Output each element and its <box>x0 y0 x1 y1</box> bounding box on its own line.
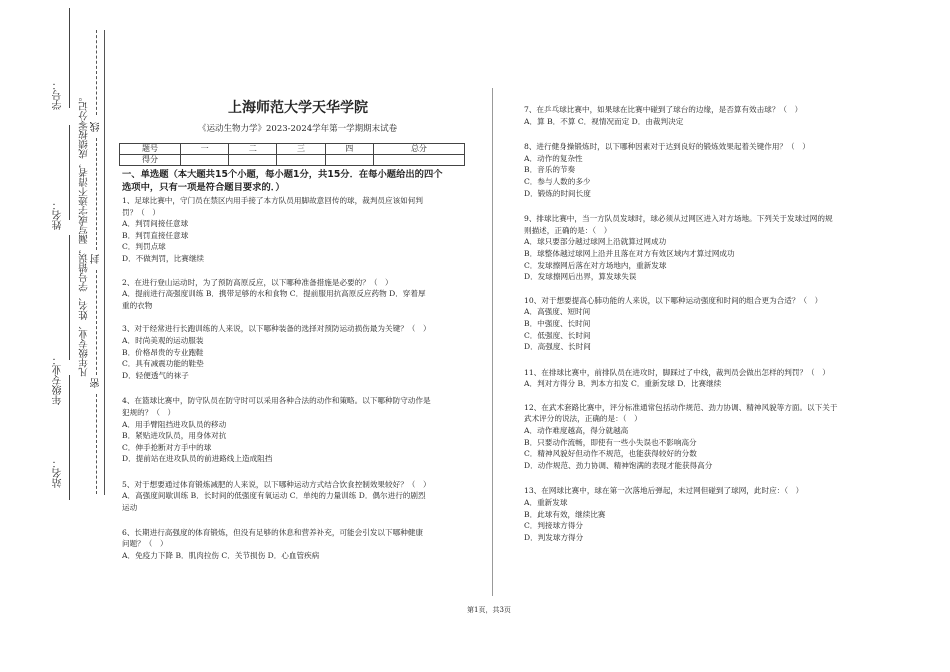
answer-option[interactable]: A．高强度、短时间 <box>524 307 591 317</box>
school-title: 上海师范大学天华学院 <box>228 100 368 116</box>
seal-char-xian: 线 <box>91 122 102 132</box>
answer-option[interactable]: A．球只要部分越过球网上沿就算过网成功 <box>524 237 667 247</box>
answer-option[interactable]: A．动作的复杂性 <box>524 153 583 163</box>
question-block <box>122 479 484 514</box>
answer-option[interactable]: 运动 <box>122 503 138 513</box>
question-text: 罚？（ ） <box>122 207 160 217</box>
score-cell[interactable] <box>229 155 277 166</box>
answer-option[interactable]: A．免疫力下降 B．肌肉拉伤 C．关节损伤 D．心血管疾病 <box>122 550 320 560</box>
seal-line-bottom <box>96 394 97 494</box>
question-block <box>524 295 884 353</box>
answer-option[interactable]: D．动作规范、劲力协调、精神饱满的表现才能获得高分 <box>524 460 713 470</box>
seal-line-top <box>96 30 97 115</box>
question-text: 6、长期进行高强度的体育锻炼，但没有足够的休息和营养补充，可能会引发以下哪种健康 <box>122 527 423 537</box>
question-block <box>524 141 884 199</box>
section-heading-line: 一、单选题（本大题共15个小题，每小题1分，共15分．在每小题给出的四个 <box>122 169 443 180</box>
answer-option[interactable]: 重的衣物 <box>122 300 153 310</box>
answer-option[interactable]: B．音乐的节奏 <box>524 165 576 175</box>
student-id-underline <box>69 8 70 108</box>
seal-notice: 凡年级专业、姓名、学号错误，漏写或字迹不清者，成绩按零分记。 <box>79 92 90 377</box>
seal-char-mi: 密 <box>91 378 102 388</box>
binding-solid-line <box>104 30 105 495</box>
answer-option[interactable]: D．发球擦网后出界，算发球失误 <box>524 272 637 282</box>
question-text: 3、对于经常进行长跑训练的人来说，以下哪种装备的选择对预防运动损伤最为关键？（ ） <box>122 324 431 334</box>
question-block <box>122 323 484 381</box>
answer-option[interactable]: D．不做判罚，比赛继续 <box>122 253 205 263</box>
score-cell[interactable] <box>277 155 325 166</box>
question-block <box>122 195 484 265</box>
question-block <box>524 402 884 472</box>
seal-line-mid-lower <box>96 270 97 375</box>
answer-option[interactable]: C．参与人数的多少 <box>524 176 591 186</box>
answer-option[interactable]: D．提前站在进攻队员的前进路线上造成阻挡 <box>122 454 273 464</box>
score-cell: 总分 <box>373 144 464 155</box>
question-text: 1、足球比赛中，守门员在禁区内用手接了本方队员用脚故意回传的球，裁判员应该如何判 <box>122 196 423 205</box>
answer-option[interactable]: D．轻便透气的袜子 <box>122 370 189 380</box>
question-text: 5、对于想要通过体育锻炼减肥的人来说，以下哪种运动方式结合饮食控制效果较好？（ ） <box>122 479 431 489</box>
school-label: 站名： <box>53 458 64 488</box>
answer-option[interactable]: A．高强度间歇训练 B．长时间的低强度有氧运动 C．单纯的力量训练 D．偶尔进行的剧烈 <box>122 491 426 501</box>
column-divider <box>492 88 493 596</box>
seal-line-mid-upper <box>96 138 97 250</box>
answer-option[interactable]: C．伸手抢断对方手中的球 <box>122 442 212 452</box>
question-block <box>122 395 484 465</box>
score-table <box>119 143 465 166</box>
score-cell[interactable] <box>325 155 373 166</box>
name-underline <box>69 125 70 220</box>
question-text: 武术评分的说法，正确的是：（ ） <box>524 414 642 424</box>
question-text: 9、排球比赛中，当一方队员发球时，球必须从过网区进入对方场地。下列关于发球过网的规 <box>524 214 833 224</box>
page-footer: 第1页，共3页 <box>467 606 511 614</box>
question-text: 犯规的？（ ） <box>122 407 176 417</box>
answer-option[interactable]: C．判罚点球 <box>122 242 166 252</box>
score-cell: 题号 <box>120 144 181 155</box>
score-table-header-row <box>120 144 465 155</box>
answer-option[interactable]: A．时尚美观的运动服装 <box>122 335 204 345</box>
answer-option[interactable]: C．低强度、长时间 <box>524 330 591 340</box>
score-cell: 一 <box>181 144 229 155</box>
score-cell[interactable] <box>181 155 229 166</box>
grade-major-underline <box>69 235 70 360</box>
score-cell: 三 <box>277 144 325 155</box>
question-block <box>524 104 884 127</box>
question-text: 2、在进行登山运动时，为了预防高原反应，以下哪种准备措施是必要的？（ ） <box>122 277 393 287</box>
answer-option[interactable]: D．高强度、长时间 <box>524 342 591 352</box>
answer-option[interactable]: B．紧贴进攻队员，用身体对抗 <box>122 431 227 441</box>
answer-option[interactable]: C．精神风貌好但动作不规范，也能获得较好的分数 <box>524 449 697 459</box>
question-block <box>524 367 884 390</box>
question-text: 10、对于想要提高心肺功能的人来说，以下哪种运动强度和时间的组合更为合适？（ ） <box>524 295 823 305</box>
answer-option[interactable]: D．判发球方得分 <box>524 532 584 542</box>
answer-option[interactable]: B．价格昂贵的专业跑鞋 <box>122 347 204 357</box>
answer-option[interactable]: A．算 B．不算 C．视情况而定 D．由裁判决定 <box>524 116 684 126</box>
answer-option[interactable]: A．提前进行高强度训练 B．携带足够的水和食物 C．提前服用抗高原反应药物 D．穿着厚 <box>122 289 426 299</box>
question-text: 12、在武术套路比赛中，评分标准通常包括动作规范、劲力协调、精神风貌等方面。以下关于 <box>524 402 838 412</box>
question-text: 11、在排球比赛中，前排队员在进攻时，脚踩过了中线，裁判员会做出怎样的判罚？（ ） <box>524 367 830 377</box>
section-heading <box>122 168 482 194</box>
section-heading-line: 选项中，只有一项是符合题目要求的．） <box>122 182 285 193</box>
question-text: 则描述，正确的是：（ ） <box>524 225 612 235</box>
score-table-score-row <box>120 155 465 166</box>
question-text: 13、在网球比赛中，球在第一次落地后弹起，未过网但碰到了球网，此时应：（ ） <box>524 486 804 496</box>
student-id-label: 学号： <box>53 80 64 110</box>
question-block <box>122 277 484 312</box>
score-cell[interactable] <box>373 155 464 166</box>
score-cell: 得分 <box>120 155 181 166</box>
left-column <box>122 195 484 561</box>
answer-option[interactable]: B．判罚直接任意球 <box>122 230 189 240</box>
question-text: 问题？（ ） <box>122 539 168 549</box>
score-cell: 四 <box>325 144 373 155</box>
grade-major-label: 年级专业： <box>53 355 64 405</box>
answer-option[interactable]: A．用手臂阻挡进攻队员的移动 <box>122 419 227 429</box>
answer-option[interactable]: C．发球擦网后落在对方场地内，重新发球 <box>524 260 667 270</box>
question-text: 4、在篮球比赛中，防守队员在防守时可以采用各种合法的动作和策略。以下哪种防守动作是 <box>122 396 431 406</box>
question-block <box>122 527 484 562</box>
answer-option[interactable]: A．判罚间接任意球 <box>122 219 189 229</box>
question-text: 8、进行健身操锻炼时，以下哪种因素对于达到良好的锻炼效果起着关键作用？（ ） <box>524 142 810 152</box>
answer-option[interactable]: A．重新发球 <box>524 498 568 508</box>
answer-option[interactable]: B．中强度、长时间 <box>524 318 591 328</box>
seal-char-feng: 封 <box>91 254 102 264</box>
answer-option[interactable]: C．判接球方得分 <box>524 521 583 531</box>
answer-option[interactable]: A．动作难度越高，得分就越高 <box>524 426 629 436</box>
question-block <box>524 213 884 283</box>
answer-option[interactable]: A．判对方得分 B．判本方扣发 C．重新发球 D．比赛继续 <box>524 379 722 389</box>
school-underline <box>69 375 70 500</box>
question-text: 7、在乒乓球比赛中，如果球在比赛中碰到了球台的边缘，是否算有效击球？（ ） <box>524 105 803 114</box>
answer-option[interactable]: C．具有减震功能的鞋垫 <box>122 359 204 369</box>
question-block <box>524 485 884 543</box>
score-cell: 二 <box>229 144 277 155</box>
exam-title: 《运动生物力学》2023-2024学年第一学期期末试卷 <box>198 124 398 134</box>
right-column <box>524 104 884 543</box>
answer-option[interactable]: B．只要动作流畅，即使有一些小失误也不影响高分 <box>524 437 697 447</box>
name-label: 姓名： <box>53 200 64 230</box>
answer-option[interactable]: D．锻炼的时间长度 <box>524 188 591 198</box>
answer-option[interactable]: B．球整体越过球网上沿并且落在对方有效区域内才算过网成功 <box>524 248 735 258</box>
answer-option[interactable]: B．此球有效，继续比赛 <box>524 509 606 519</box>
